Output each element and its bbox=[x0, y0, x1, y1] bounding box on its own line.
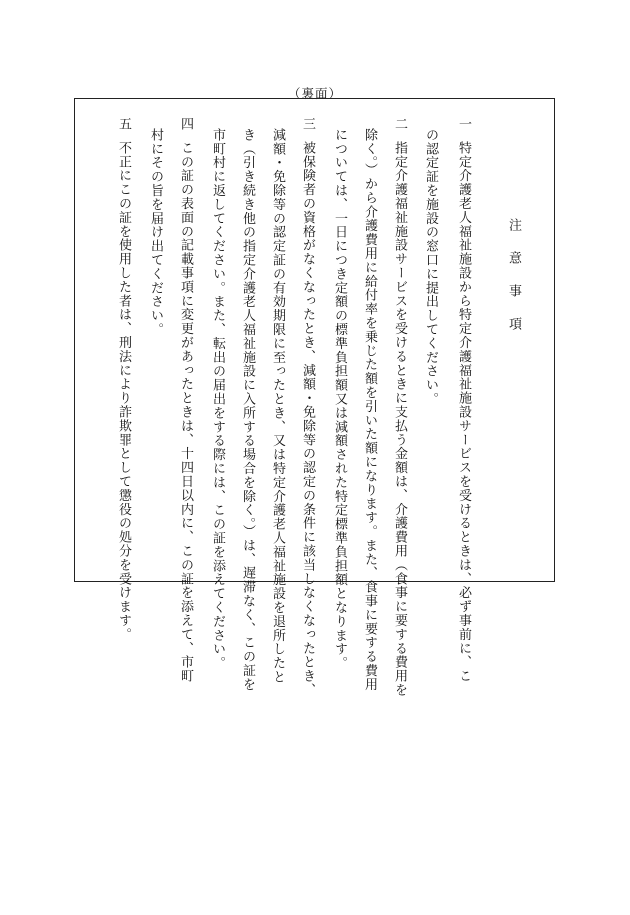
item-2-line-2: 除く。）から介護費用に給付率を乗じた額を引いた額になります。また、食事に要する費用 bbox=[362, 128, 377, 692]
item-5-number: 五 bbox=[116, 117, 131, 131]
item-1-line-2: の認定証を施設の窓口に提出してください。 bbox=[423, 128, 438, 406]
item-1-line-1: 特定介護老人福祉施設から特定介護福祉施設サービスを受けるときは、必ず事前に、こ bbox=[456, 141, 471, 684]
item-3-number: 三 bbox=[300, 117, 315, 131]
item-2-number: 二 bbox=[392, 117, 407, 131]
item-3-line-3: き（引き続き他の指定介護老人福祉施設に入所する場合を除く。）は、遅滞なく、この証を bbox=[240, 128, 255, 692]
item-3-line-1: 被保険者の資格がなくなったとき、減額・免除等の認定の条件に該当しなくなったとき、 bbox=[300, 141, 315, 697]
notes-heading: 注意事項 bbox=[506, 218, 521, 350]
item-2-line-1: 指定介護福祉施設サービスを受けるときに支払う金額は、介護費用（食事に要する費用を bbox=[392, 141, 407, 697]
item-5-line-1: 不正にこの証を使用した者は、刑法により詐欺罪として懲役の処分を受けます。 bbox=[116, 141, 131, 642]
item-3-line-4: 市町村に返してください。また、転出の届出をする際には、この証を添えてください。 bbox=[210, 128, 225, 671]
item-1-number: 一 bbox=[456, 117, 471, 131]
item-4-line-2: 村にその旨を届け出てください。 bbox=[148, 128, 163, 337]
item-3-line-2: 減額・免除等の認定証の有効期限に至ったとき、又は特定介護老人福祉施設を退所したと bbox=[270, 128, 285, 684]
item-4-line-1: この証の表面の記載事項に変更があったときは、十四日以内に、この証を添えて、市町 bbox=[178, 141, 193, 684]
side-label: （裏面） bbox=[287, 86, 342, 101]
item-4-number: 四 bbox=[178, 117, 193, 131]
item-2-line-3: については、一日につき定額の標準負担額又は減額された特定標準負担額となります。 bbox=[332, 128, 347, 671]
